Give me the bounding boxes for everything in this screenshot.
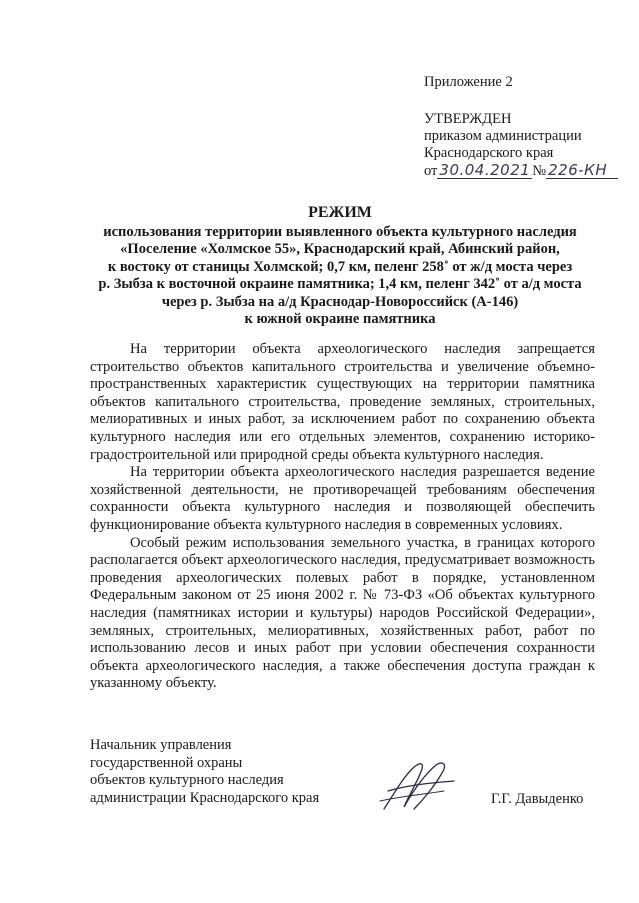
document-title bbox=[60, 204, 620, 329]
title-line: к южной окраине памятника bbox=[244, 311, 436, 327]
date-prefix: от bbox=[424, 163, 438, 179]
document-body bbox=[90, 341, 595, 693]
title-line: через р. Зыбза на а/д Краснодар-Новороссийск (А-146) bbox=[161, 293, 519, 310]
paragraph: Особый режим использования земельного участка, в границах которого располагается объект археологического наследия, предусматривает возможность проведения археологических полевых работ в порядке, установленном Федеральным законом от 25 июня 2002 г. № 73-ФЗ «Об объектах культурного наследия (памятниках истории и культуры) народов Российской Федерации», земляных, строительных, мелиоративных, хозяйственных работ, работ по использованию лесов и иных работ при условии обеспечения сохранности объекта археологического наследия, а также обеспечения доступа граждан к указанному объекту. bbox=[90, 534, 595, 692]
title-line: использования территории выявленного объекта культурного наследия bbox=[103, 223, 577, 240]
paragraph: На территории объекта археологического наследия запрещается строительство объектов капитального строительства и увеличение объемно-пространственных характеристик существующих на территории памятника объектов капитального строительства, проведение земляных, строительных, мелиоративных и иных работ, за исключением работ по сохранению объекта культурного наследия или его отдельных элементов, сохранению историко-градостроительной или природной среды объекта культурного наследия. bbox=[90, 341, 595, 463]
approval-block bbox=[424, 74, 634, 180]
approval-line-2: Краснодарского края bbox=[424, 145, 554, 161]
appendix-label: Приложение 2 bbox=[424, 74, 513, 90]
signatory-line: государственной охраны bbox=[90, 754, 243, 771]
signatory-name: Г.Г. Давыденко bbox=[491, 791, 584, 807]
approval-line-1: приказом администрации bbox=[424, 128, 582, 144]
handwritten-date: 30.04.2021 bbox=[439, 161, 531, 179]
handwritten-signature bbox=[378, 757, 460, 817]
signatory-line: Начальник управления bbox=[90, 737, 232, 753]
title-line: «Поселение «Холмское 55», Краснодарский край, Абинский район, bbox=[120, 241, 560, 257]
title-line: р. Зыбза к восточной окраине памятника; 1,4 км, пеленг 342˚ от а/д моста bbox=[98, 276, 582, 292]
number-symbol: № bbox=[532, 163, 547, 179]
approval-date-line bbox=[424, 162, 634, 180]
handwritten-number: 226-КН bbox=[546, 162, 618, 179]
signatory-line: администрации Краснодарского края bbox=[90, 789, 320, 806]
signatory-line: объектов культурного наследия bbox=[90, 772, 284, 789]
title-line: к востоку от станицы Холмской; 0,7 км, пеленг 258˚ от ж/д моста через bbox=[107, 258, 573, 275]
signatory-position bbox=[90, 737, 319, 807]
approved-label: УТВЕРЖДЕН bbox=[424, 111, 512, 127]
paragraph: На территории объекта археологического наследия разрешается ведение хозяйственной деятельности, не противоречащей требованиям обеспечения сохранности объекта культурного наследия и позволяющей обеспечить функционирование объекта культурного наследия в современных условиях. bbox=[90, 464, 595, 533]
title-heading: РЕЖИМ bbox=[308, 204, 372, 221]
